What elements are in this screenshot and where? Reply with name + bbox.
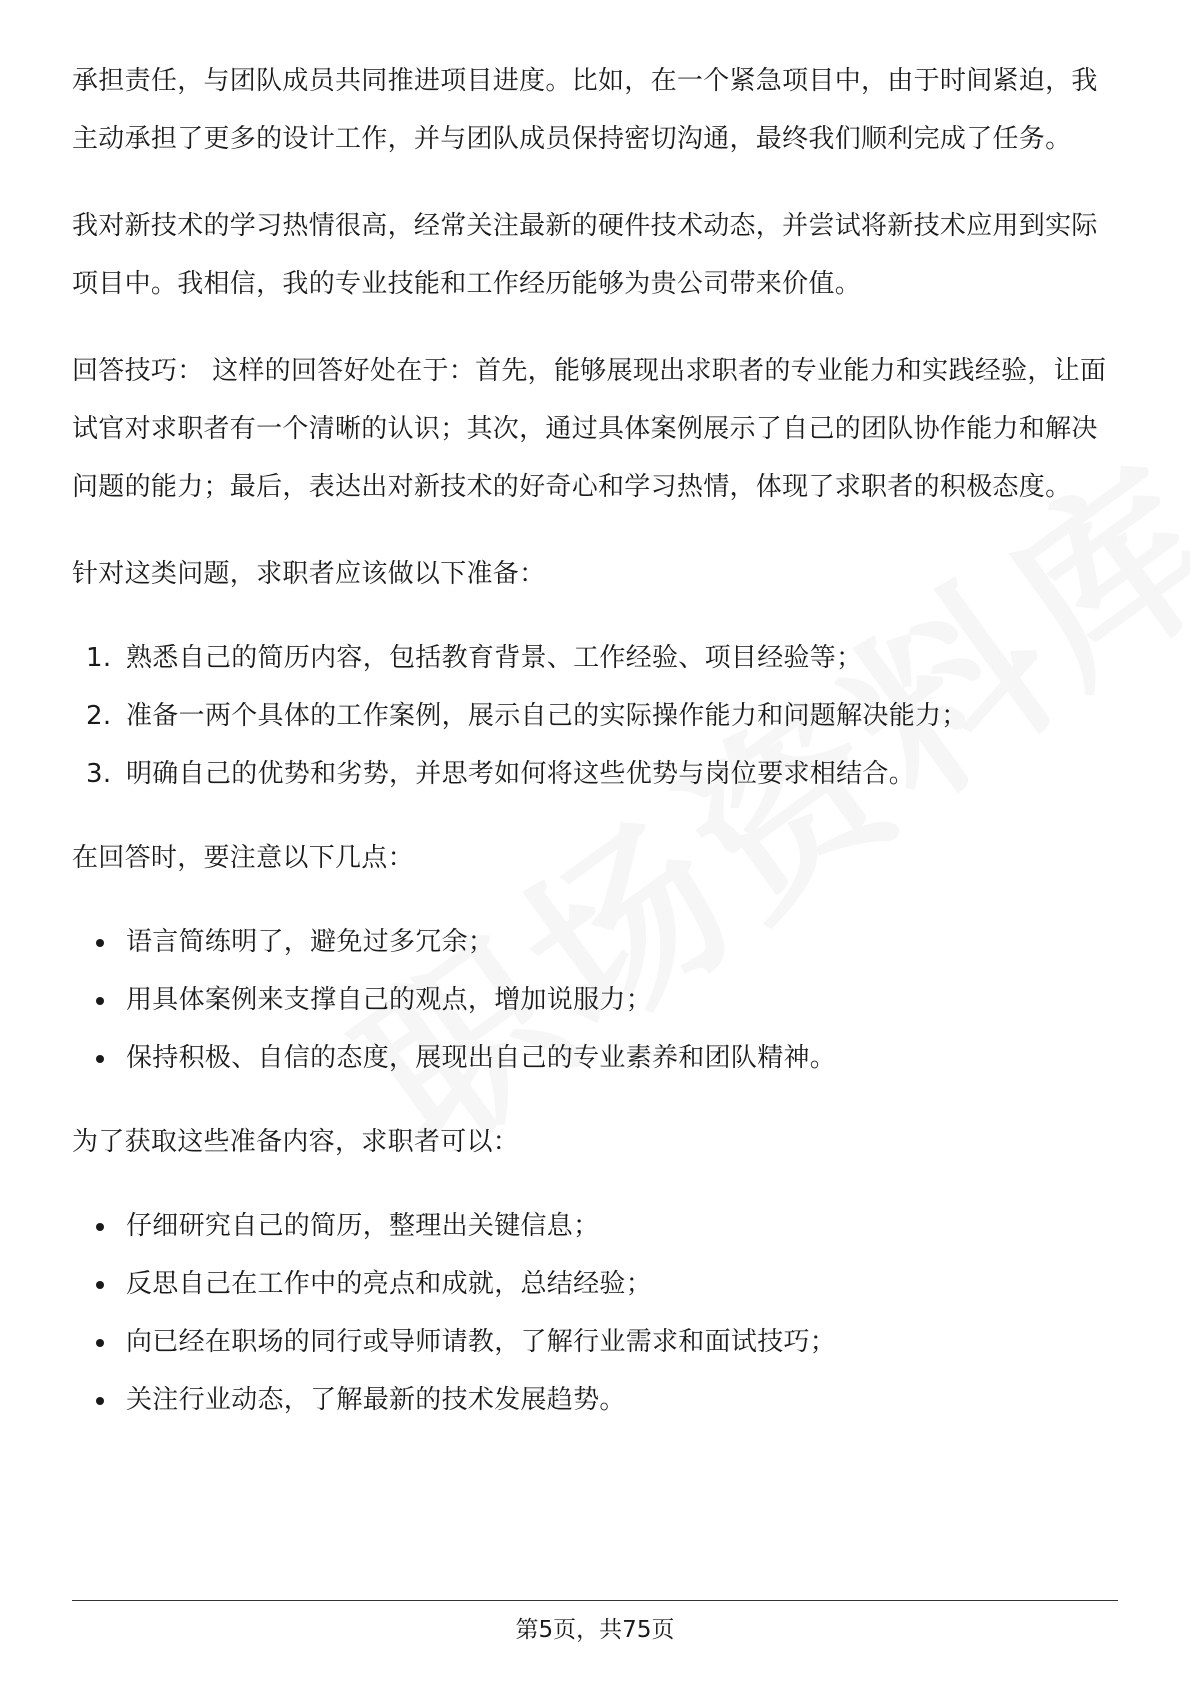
paragraph-gather-intro: 为了获取这些准备内容，求职者可以： bbox=[72, 1127, 520, 1157]
page-number: 第5页，共75页 bbox=[515, 1617, 675, 1643]
bullet-icon bbox=[96, 939, 104, 947]
list-item bbox=[72, 745, 1118, 803]
list-item bbox=[72, 1029, 1118, 1087]
list-item bbox=[72, 1371, 1118, 1429]
list-item bbox=[72, 629, 1118, 687]
paragraph-answer-notes-intro: 在回答时，要注意以下几点： bbox=[72, 843, 414, 873]
list-item bbox=[72, 687, 1118, 745]
bullet-icon bbox=[96, 1055, 104, 1063]
bullet-icon bbox=[96, 997, 104, 1005]
list-item-text: 明确自己的优势和劣势，并思考如何将这些优势与岗位要求相结合。 bbox=[126, 759, 916, 789]
list-item bbox=[72, 1197, 1118, 1255]
list-item bbox=[72, 971, 1118, 1029]
list-item-text: 熟悉自己的简历内容，包括教育背景、工作经验、项目经验等； bbox=[126, 643, 863, 673]
list-item-text: 向已经在职场的同行或导师请教，了解行业需求和面试技巧； bbox=[126, 1327, 837, 1357]
list-item bbox=[72, 1255, 1118, 1313]
list-item-text: 语言简练明了，避免过多冗余； bbox=[126, 927, 495, 957]
bullet-list-answer-notes bbox=[72, 913, 1118, 1087]
footer-divider bbox=[72, 1600, 1118, 1601]
bullet-icon bbox=[96, 1281, 104, 1289]
document-page bbox=[72, 52, 1118, 1429]
bullet-list-gather bbox=[72, 1197, 1118, 1429]
list-item bbox=[72, 913, 1118, 971]
list-number: 1. bbox=[86, 643, 112, 673]
list-number: 2. bbox=[86, 701, 112, 731]
bullet-icon bbox=[96, 1223, 104, 1231]
list-item-text: 关注行业动态，了解最新的技术发展趋势。 bbox=[126, 1385, 626, 1415]
list-item-text: 准备一两个具体的工作案例，展示自己的实际操作能力和问题解决能力； bbox=[126, 701, 968, 731]
bullet-icon bbox=[96, 1397, 104, 1405]
paragraph-tech-enthusiasm: 我对新技术的学习热情很高，经常关注最新的硬件技术动态，并尝试将新技术应用到实际项目中。我相信，我的专业技能和工作经历能够为贵公司带来价值。 bbox=[72, 211, 1098, 299]
list-item-text: 用具体案例来支撑自己的观点，增加说服力； bbox=[126, 985, 653, 1015]
list-item-text: 保持积极、自信的态度，展现出自己的专业素养和团队精神。 bbox=[126, 1043, 837, 1073]
list-item-text: 反思自己在工作中的亮点和成就，总结经验； bbox=[126, 1269, 653, 1299]
bullet-icon bbox=[96, 1339, 104, 1347]
numbered-list-preparation bbox=[72, 629, 1118, 803]
list-number: 3. bbox=[86, 759, 112, 789]
paragraph-preparation-intro: 针对这类问题，求职者应该做以下准备： bbox=[72, 559, 546, 589]
list-item bbox=[72, 1313, 1118, 1371]
list-item-text: 仔细研究自己的简历，整理出关键信息； bbox=[126, 1211, 600, 1241]
paragraph-responsibility: 承担责任，与团队成员共同推进项目进度。比如，在一个紧急项目中，由于时间紧迫，我主动承担了更多的设计工作，并与团队成员保持密切沟通，最终我们顺利完成了任务。 bbox=[72, 66, 1098, 154]
paragraph-answer-tips: 回答技巧： 这样的回答好处在于：首先，能够展现出求职者的专业能力和实践经验，让面试官对求职者有一个清晰的认识；其次，通过具体案例展示了自己的团队协作能力和解决问题的能力；最后，表达出对新技术的好奇心和学习热情，体现了求职者的积极态度。 bbox=[72, 356, 1107, 502]
